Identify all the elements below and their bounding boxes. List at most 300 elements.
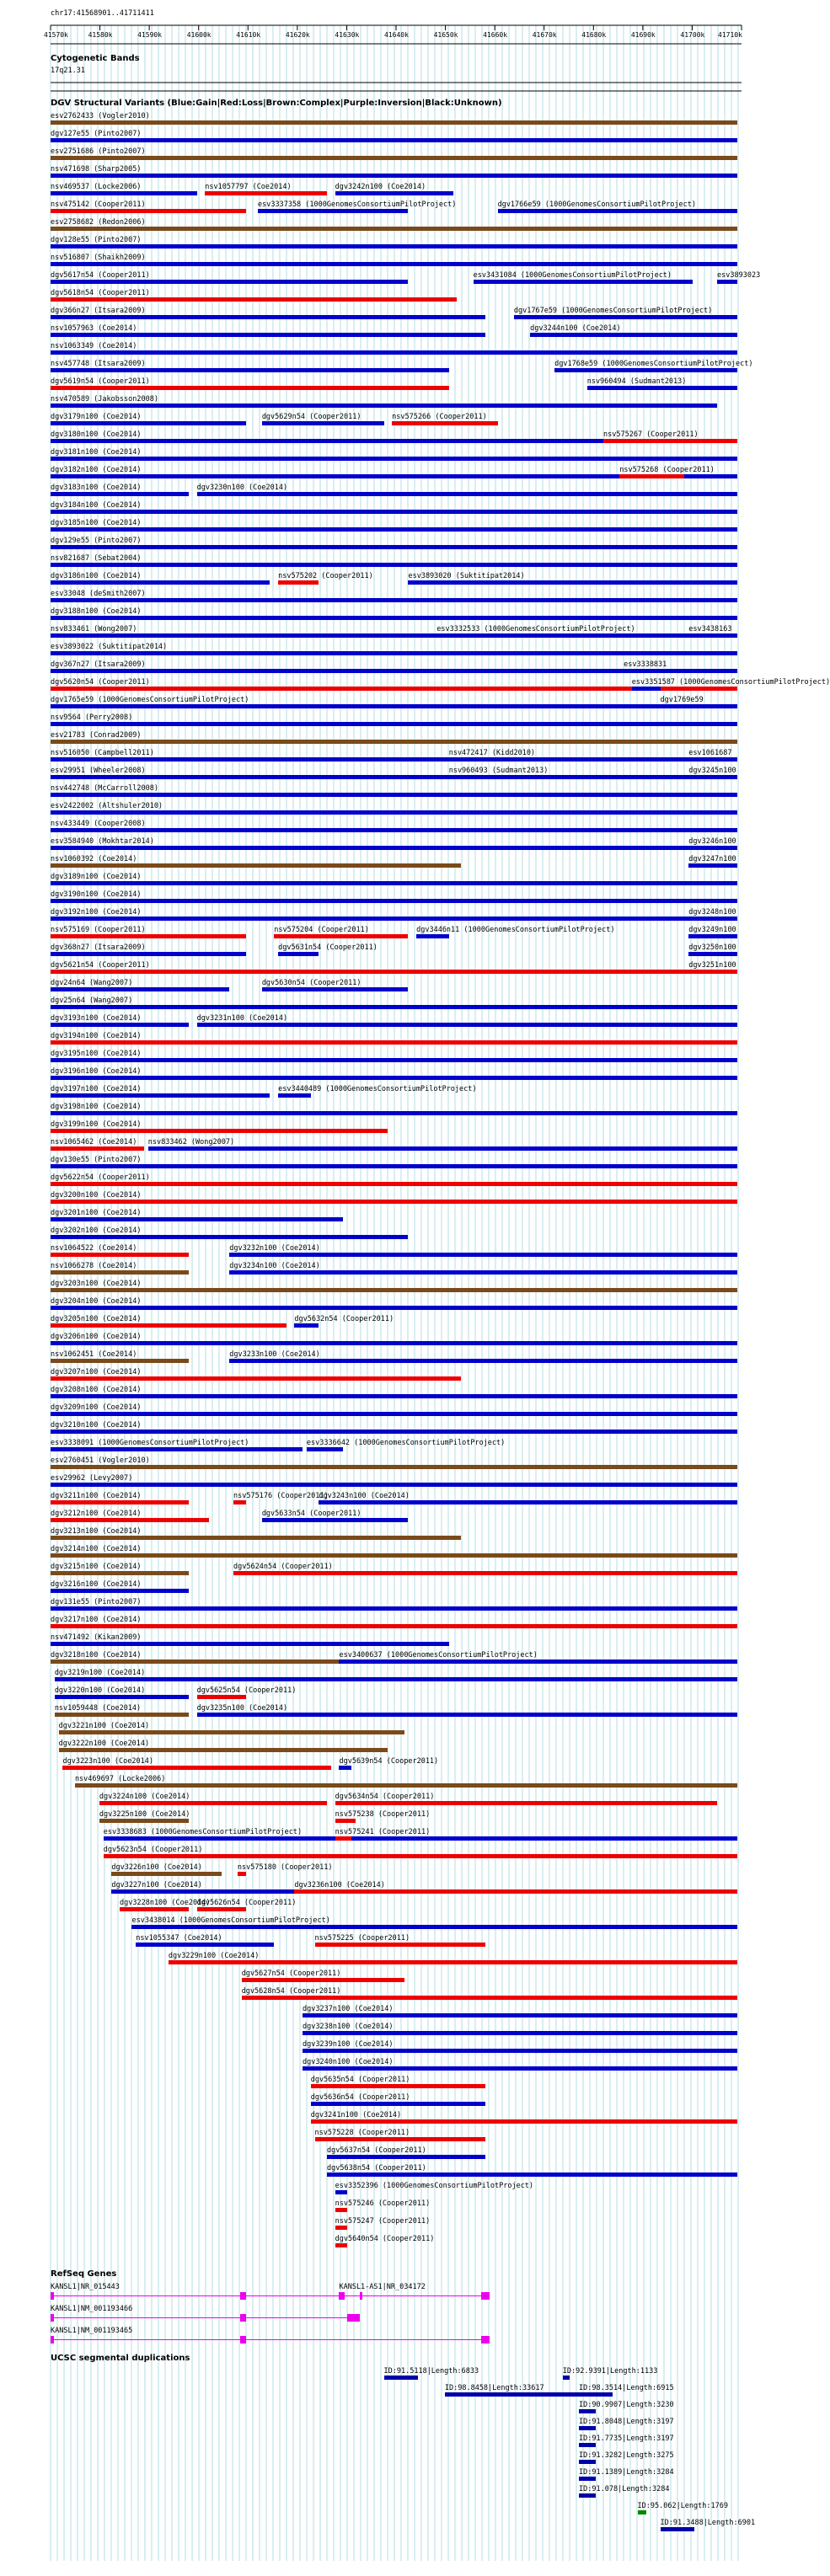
variant-bar[interactable]: [51, 1306, 737, 1310]
gene-exon[interactable]: [51, 2314, 54, 2322]
variant-bar[interactable]: [51, 1146, 144, 1151]
variant-label: dgv1767e59 (1000GenomesConsortiumPilotProject): [513, 307, 713, 315]
variant-bar[interactable]: [51, 1376, 461, 1381]
gene-exon[interactable]: [481, 2292, 490, 2300]
variant-bar[interactable]: [99, 1801, 327, 1805]
variant-bar[interactable]: [197, 1907, 246, 1911]
variant-bar[interactable]: [335, 1836, 351, 1841]
variant-label: dgv5634n54 (Cooper2011): [335, 1793, 435, 1801]
segdup-label: ID:91.3282|Length:3275: [579, 2451, 674, 2460]
variant-label: nsv471698 (Sharp2005): [51, 165, 142, 174]
segdup-label: ID:91.5118|Length:6833: [383, 2367, 479, 2376]
variant-label: nsv833461 (Wong2007): [51, 625, 137, 633]
variant-bar[interactable]: [51, 1571, 189, 1575]
ruler-tick-label: 41620k: [285, 31, 310, 39]
segdup-label: ID:90.9907|Length:3230: [579, 2401, 674, 2409]
variant-bar[interactable]: [315, 1943, 486, 1947]
ruler-tick-label: 41630k: [335, 31, 360, 39]
variant-bar[interactable]: [205, 191, 327, 195]
variant-label: dgv5619n54 (Cooper2011): [51, 377, 150, 386]
variant-label: dgv127e55 (Pinto2007): [51, 130, 142, 138]
variant-label: nsv1062451 (Coe2014): [51, 1350, 137, 1359]
variant-label: dgv3230n100 (Coe2014): [196, 484, 288, 492]
variant-bar[interactable]: [229, 1253, 737, 1257]
variant-label: esv3352396 (1000GenomesConsortiumPilotProject): [335, 2182, 534, 2190]
segdup-label: ID:98.8458|Length:33617: [444, 2384, 544, 2392]
variant-bar[interactable]: [688, 846, 737, 850]
variant-bar[interactable]: [661, 704, 738, 708]
variant-bar[interactable]: [55, 1677, 737, 1681]
variant-bar[interactable]: [603, 439, 737, 443]
variant-bar[interactable]: [258, 209, 408, 213]
variant-bar[interactable]: [51, 1518, 209, 1522]
variant-label: esv3351587 (1000GenomesConsortiumPilotProject): [631, 678, 830, 687]
variant-label: esv3338831: [624, 660, 667, 669]
segdup-bar[interactable]: [579, 2392, 613, 2397]
variant-bar[interactable]: [51, 156, 737, 160]
variant-label: nsv575267 (Cooper2011): [603, 430, 699, 439]
variant-bar[interactable]: [59, 1748, 388, 1752]
variant-bar[interactable]: [688, 757, 737, 762]
variant-label: nsv575180 (Cooper2011): [237, 1863, 333, 1872]
variant-bar[interactable]: [131, 1925, 737, 1929]
variant-bar[interactable]: [233, 1571, 737, 1575]
variant-bar[interactable]: [51, 863, 461, 868]
ruler-tick-label: 41690k: [630, 31, 656, 39]
variant-bar[interactable]: [51, 881, 737, 885]
variant-bar[interactable]: [169, 1960, 737, 1964]
segdup-bar[interactable]: [661, 2527, 694, 2531]
variant-bar[interactable]: [51, 1589, 189, 1593]
variant-bar[interactable]: [51, 457, 737, 461]
variant-label: dgv3221n100 (Coe2014): [58, 1722, 150, 1730]
variant-label: dgv3184n100 (Coe2014): [51, 501, 142, 510]
variant-label: dgv3218n100 (Coe2014): [51, 1651, 142, 1659]
variant-label: dgv3224n100 (Coe2014): [99, 1793, 190, 1801]
variant-bar[interactable]: [51, 1447, 303, 1451]
variant-bar[interactable]: [51, 1164, 737, 1168]
variant-label: nsv575176 (Cooper2011): [233, 1492, 329, 1500]
variant-bar[interactable]: [51, 598, 737, 602]
variant-bar[interactable]: [303, 2031, 737, 2035]
variant-bar[interactable]: [51, 262, 737, 266]
variant-bar[interactable]: [51, 244, 737, 249]
variant-bar[interactable]: [278, 580, 319, 585]
segdup-bar[interactable]: [579, 2477, 596, 2481]
variant-bar[interactable]: [51, 1465, 737, 1469]
variant-label: esv3332533 (1000GenomesConsortiumPilotProject): [436, 625, 635, 633]
variant-bar[interactable]: [242, 1978, 404, 1982]
variant-bar[interactable]: [262, 987, 409, 991]
variant-bar[interactable]: [311, 2119, 737, 2124]
variant-label: nsv1065462 (Coe2014): [51, 1138, 137, 1146]
gene-exon[interactable]: [240, 2336, 246, 2344]
variant-bar[interactable]: [51, 651, 737, 655]
variant-bar[interactable]: [335, 191, 453, 195]
variant-bar[interactable]: [148, 1146, 737, 1151]
variant-label: dgv3251n100: [688, 961, 736, 970]
variant-bar[interactable]: [51, 1040, 737, 1045]
variant-label: dgv130e55 (Pinto2007): [51, 1156, 142, 1164]
variant-label: dgv368n27 (Itsara2009): [51, 943, 146, 952]
variant-bar[interactable]: [688, 952, 737, 956]
ruler-tick-label: 41600k: [186, 31, 212, 39]
variant-bar[interactable]: [59, 1730, 404, 1734]
gene-exon[interactable]: [51, 2292, 54, 2300]
variant-bar[interactable]: [55, 1713, 189, 1717]
variant-bar[interactable]: [339, 1659, 737, 1664]
variant-bar[interactable]: [51, 1500, 189, 1504]
variant-label: esv1061687: [688, 749, 732, 757]
variant-label: dgv5628n54 (Cooper2011): [241, 1987, 341, 1996]
variant-bar[interactable]: [335, 2243, 347, 2247]
variant-bar[interactable]: [262, 1518, 409, 1522]
variant-bar[interactable]: [514, 315, 737, 319]
variant-label: esv3584940 (Mokhtar2014): [51, 837, 154, 846]
variant-bar[interactable]: [51, 952, 246, 956]
variant-label: dgv3200n100 (Coe2014): [51, 1191, 142, 1200]
variant-label: esv29962 (Levy2007): [51, 1474, 133, 1483]
variant-bar[interactable]: [51, 970, 737, 974]
variant-bar[interactable]: [111, 1872, 221, 1876]
variant-bar[interactable]: [51, 545, 737, 549]
segdup-bar[interactable]: [384, 2376, 418, 2380]
variant-bar[interactable]: [688, 775, 737, 779]
variant-label: dgv3196n100 (Coe2014): [51, 1067, 142, 1076]
variant-label: nsv1060392 (Coe2014): [51, 855, 137, 863]
variant-bar[interactable]: [51, 633, 737, 638]
variant-bar[interactable]: [51, 1111, 737, 1115]
variant-bar[interactable]: [436, 633, 457, 638]
variant-bar[interactable]: [335, 1819, 356, 1823]
variant-label: dgv3195n100 (Coe2014): [51, 1050, 142, 1058]
variant-bar[interactable]: [498, 209, 738, 213]
variant-bar[interactable]: [327, 2172, 737, 2177]
variant-bar[interactable]: [51, 1341, 737, 1345]
variant-label: dgv5636n54 (Cooper2011): [310, 2093, 410, 2102]
variant-bar[interactable]: [62, 1766, 330, 1770]
variant-bar[interactable]: [75, 1783, 737, 1788]
variant-bar[interactable]: [632, 687, 661, 691]
variant-bar[interactable]: [51, 1394, 737, 1398]
variant-bar[interactable]: [51, 404, 717, 408]
ruler-tick-label: 41710k: [718, 31, 742, 39]
variant-bar[interactable]: [51, 1553, 737, 1558]
variant-bar[interactable]: [688, 633, 737, 638]
variant-label: nsv470589 (Jakobsson2008): [51, 395, 158, 404]
variant-label: dgv3209n100 (Coe2014): [51, 1403, 142, 1412]
variant-label: esv3438014 (1000GenomesConsortiumPilotProject): [131, 1916, 330, 1925]
segdup-bar[interactable]: [579, 2460, 596, 2464]
variant-bar[interactable]: [294, 1323, 319, 1328]
variant-label: dgv5627n54 (Cooper2011): [241, 1969, 341, 1978]
gene-exon[interactable]: [240, 2292, 246, 2300]
variant-bar[interactable]: [335, 1801, 717, 1805]
variant-bar[interactable]: [51, 828, 737, 832]
variant-label: dgv3206n100 (Coe2014): [51, 1333, 142, 1341]
variant-bar[interactable]: [311, 2084, 485, 2088]
variant-bar[interactable]: [51, 934, 246, 938]
variant-label: dgv5623n54 (Cooper2011): [103, 1846, 203, 1854]
variant-bar[interactable]: [51, 1129, 388, 1133]
variant-label: nsv475142 (Cooper2011): [51, 200, 146, 209]
variant-bar[interactable]: [51, 209, 246, 213]
variant-bar[interactable]: [51, 793, 737, 797]
variant-bar[interactable]: [315, 2137, 486, 2141]
variant-bar[interactable]: [449, 775, 677, 779]
variant-bar[interactable]: [197, 1023, 738, 1027]
variant-bar[interactable]: [51, 315, 485, 319]
variant-bar[interactable]: [51, 1182, 737, 1186]
variant-bar[interactable]: [238, 1872, 246, 1876]
variant-bar[interactable]: [51, 368, 449, 372]
variant-label: dgv3197n100 (Coe2014): [51, 1085, 142, 1093]
variant-bar[interactable]: [51, 297, 457, 302]
gene-exon[interactable]: [347, 2314, 359, 2322]
gene-intron-line[interactable]: [51, 2339, 490, 2340]
variant-label: dgv366n27 (Itsara2009): [51, 307, 146, 315]
variant-label: dgv3228n100 (Coe2014): [120, 1899, 211, 1907]
variant-bar[interactable]: [233, 1500, 245, 1504]
variant-label: dgv3213n100 (Coe2014): [51, 1527, 142, 1536]
variant-bar[interactable]: [51, 1412, 737, 1416]
gene-intron-line[interactable]: [339, 2295, 367, 2296]
variant-label: esv3338091 (1000GenomesConsortiumPilotProject): [51, 1439, 249, 1447]
ruler-tick-label: 41680k: [581, 31, 607, 39]
variant-bar[interactable]: [242, 1996, 737, 2000]
segdup-bar[interactable]: [579, 2426, 596, 2430]
variant-bar[interactable]: [311, 2102, 485, 2106]
variant-bar[interactable]: [51, 1323, 286, 1328]
variant-label: nsv575246 (Cooper2011): [335, 2199, 431, 2208]
variant-label: dgv3182n100 (Coe2014): [51, 466, 142, 474]
variant-bar[interactable]: [51, 527, 737, 532]
variant-bar[interactable]: [51, 899, 737, 903]
variant-label: nsv1063349 (Coe2014): [51, 342, 137, 350]
variant-bar[interactable]: [530, 333, 737, 337]
variant-label: dgv3204n100 (Coe2014): [51, 1297, 142, 1306]
variant-bar[interactable]: [51, 740, 737, 744]
segdup-label: ID:91.7735|Length:3197: [579, 2434, 674, 2443]
variant-label: esv3336642 (1000GenomesConsortiumPilotProject): [306, 1439, 506, 1447]
variant-bar[interactable]: [51, 704, 737, 708]
variant-bar[interactable]: [51, 1659, 351, 1664]
variant-bar[interactable]: [51, 1430, 737, 1434]
variant-bar[interactable]: [51, 810, 737, 815]
variant-label: esv3438163: [688, 625, 732, 633]
variant-label: dgv3234n100 (Coe2014): [229, 1262, 320, 1270]
variant-label: dgv24n64 (Wang2007): [51, 979, 133, 987]
variant-bar[interactable]: [688, 863, 737, 868]
variant-bar[interactable]: [51, 280, 408, 284]
variant-bar[interactable]: [274, 934, 408, 938]
variant-bar[interactable]: [51, 1253, 189, 1257]
variant-bar[interactable]: [51, 174, 737, 178]
variant-bar[interactable]: [335, 2190, 347, 2194]
variant-bar[interactable]: [229, 1270, 737, 1275]
variant-bar[interactable]: [99, 1819, 189, 1823]
variant-label: dgv131e55 (Pinto2007): [51, 1598, 142, 1606]
variant-bar[interactable]: [319, 1500, 737, 1504]
variant-bar[interactable]: [197, 1713, 738, 1717]
variant-bar[interactable]: [51, 722, 737, 726]
variant-bar[interactable]: [197, 492, 738, 496]
variant-bar[interactable]: [51, 616, 737, 620]
variant-label: dgv25n64 (Wang2007): [51, 997, 133, 1005]
variant-bar[interactable]: [51, 1235, 408, 1239]
variant-label: nsv469537 (Locke2006): [51, 183, 142, 191]
variant-label: dgv3446n11 (1000GenomesConsortiumPilotProject): [416, 926, 615, 934]
variant-label: dgv3212n100 (Coe2014): [51, 1510, 142, 1518]
gene-exon[interactable]: [240, 2314, 246, 2322]
variant-bar[interactable]: [51, 191, 197, 195]
variant-bar[interactable]: [416, 934, 449, 938]
variant-bar[interactable]: [688, 917, 737, 921]
variant-label: nsv575225 (Cooper2011): [314, 1934, 410, 1943]
variant-bar[interactable]: [51, 421, 246, 425]
variant-bar[interactable]: [136, 1943, 274, 1947]
segdup-bar[interactable]: [579, 2443, 596, 2447]
variant-label: esv2758682 (Redon2006): [51, 218, 146, 227]
variant-bar[interactable]: [408, 580, 737, 585]
variant-bar[interactable]: [55, 1695, 189, 1699]
variant-label: esv29951 (Wheeler2008): [51, 767, 146, 775]
variant-label: nsv516050 (Campbell2011): [51, 749, 154, 757]
variant-bar[interactable]: [197, 1695, 246, 1699]
variant-bar[interactable]: [51, 1076, 737, 1080]
variant-bar[interactable]: [51, 1483, 737, 1487]
variant-bar[interactable]: [327, 2155, 485, 2159]
variant-bar[interactable]: [51, 1359, 189, 1363]
variant-label: dgv3227n100 (Coe2014): [111, 1881, 202, 1889]
variant-bar[interactable]: [104, 1836, 737, 1841]
variant-bar[interactable]: [51, 1288, 737, 1292]
variant-bar[interactable]: [51, 138, 737, 142]
variant-bar[interactable]: [51, 987, 229, 991]
variant-label: nsv433449 (Cooper2008): [51, 820, 146, 828]
gene-intron-line[interactable]: [51, 2317, 360, 2318]
variant-bar[interactable]: [619, 474, 684, 478]
variant-bar[interactable]: [335, 2226, 347, 2230]
variant-bar[interactable]: [262, 421, 384, 425]
variant-label: dgv5622n54 (Cooper2011): [51, 1173, 150, 1182]
variant-bar[interactable]: [278, 952, 319, 956]
variant-bar[interactable]: [303, 2013, 737, 2018]
variant-bar[interactable]: [51, 1624, 737, 1628]
variant-bar[interactable]: [51, 1642, 449, 1646]
variant-bar[interactable]: [339, 1766, 351, 1770]
variant-label: dgv3248n100: [688, 908, 736, 917]
ruler-tick-label: 41590k: [137, 31, 163, 39]
variant-bar[interactable]: [392, 421, 497, 425]
variant-label: dgv3211n100 (Coe2014): [51, 1492, 142, 1500]
variant-label: dgv3183n100 (Coe2014): [51, 484, 142, 492]
variant-label: nsv833462 (Wong2007): [147, 1138, 235, 1146]
variant-label: dgv5625n54 (Cooper2011): [196, 1686, 297, 1695]
variant-bar[interactable]: [307, 1447, 343, 1451]
variant-label: dgv3225n100 (Coe2014): [99, 1810, 190, 1819]
variant-bar[interactable]: [688, 970, 737, 974]
variant-label: dgv3229n100 (Coe2014): [168, 1952, 260, 1960]
variant-bar[interactable]: [120, 1907, 189, 1911]
variant-label: esv3400637 (1000GenomesConsortiumPilotProject): [339, 1651, 538, 1659]
variant-bar[interactable]: [554, 368, 737, 372]
variant-bar[interactable]: [51, 1005, 737, 1009]
variant-label: nsv821687 (Sebat2004): [51, 554, 142, 563]
gene-exon[interactable]: [51, 2336, 54, 2344]
variant-label: dgv5640n54 (Cooper2011): [335, 2235, 435, 2243]
variant-bar[interactable]: [51, 846, 737, 850]
segdup-bar[interactable]: [638, 2510, 646, 2515]
variant-bar[interactable]: [474, 280, 693, 284]
gene-exon[interactable]: [339, 2292, 342, 2300]
variant-bar[interactable]: [717, 280, 737, 284]
ruler-tick-label: 41650k: [433, 31, 458, 39]
variant-bar[interactable]: [51, 580, 270, 585]
variant-label: esv3338683 (1000GenomesConsortiumPilotProject): [103, 1828, 303, 1836]
variant-bar[interactable]: [294, 1889, 737, 1894]
gene-exon[interactable]: [360, 2292, 363, 2300]
variant-bar[interactable]: [51, 1606, 737, 1611]
variant-label: dgv3193n100 (Coe2014): [51, 1014, 142, 1023]
variant-label: dgv1765e59 (1000GenomesConsortiumPilotProject): [51, 696, 249, 704]
variant-bar[interactable]: [51, 1536, 461, 1540]
variant-bar[interactable]: [51, 386, 449, 390]
variant-bar[interactable]: [51, 1093, 270, 1098]
variant-bar[interactable]: [51, 1270, 189, 1275]
segdup-bar[interactable]: [579, 2409, 596, 2413]
variant-bar[interactable]: [229, 1359, 737, 1363]
variant-label: dgv5630n54 (Cooper2011): [261, 979, 361, 987]
ruler-tick-label: 41640k: [384, 31, 409, 39]
segdup-bar[interactable]: [563, 2376, 570, 2380]
variant-bar[interactable]: [335, 2208, 347, 2212]
variant-bar[interactable]: [303, 2049, 737, 2053]
segdup-bar[interactable]: [445, 2392, 580, 2397]
variant-bar[interactable]: [278, 1093, 311, 1098]
variant-bar[interactable]: [51, 333, 485, 337]
variant-bar[interactable]: [587, 386, 737, 390]
variant-bar[interactable]: [624, 669, 660, 673]
variant-bar[interactable]: [51, 120, 737, 125]
variant-label: nsv1059448 (Coe2014): [54, 1704, 142, 1713]
variant-bar[interactable]: [51, 510, 737, 514]
variant-bar[interactable]: [51, 227, 737, 231]
variant-label: dgv3203n100 (Coe2014): [51, 1280, 142, 1288]
gene-intron-line[interactable]: [51, 2295, 490, 2296]
variant-bar[interactable]: [51, 917, 737, 921]
variant-bar[interactable]: [51, 492, 189, 496]
variant-label: nsv1055347 (Coe2014): [136, 1934, 222, 1943]
segdup-bar[interactable]: [579, 2493, 596, 2498]
variant-label: dgv3231n100 (Coe2014): [196, 1014, 288, 1023]
variant-label: dgv3235n100 (Coe2014): [196, 1704, 288, 1713]
variant-bar[interactable]: [51, 1058, 737, 1062]
variant-bar[interactable]: [51, 1217, 343, 1221]
ruler-tick-label: 41570k: [44, 31, 68, 39]
gene-exon[interactable]: [481, 2336, 490, 2344]
variant-label: dgv3249n100: [688, 926, 736, 934]
variant-bar[interactable]: [51, 1200, 737, 1204]
variant-bar[interactable]: [303, 2066, 737, 2071]
variant-bar[interactable]: [51, 350, 737, 355]
variant-bar[interactable]: [51, 1023, 189, 1027]
variant-bar[interactable]: [688, 934, 737, 938]
variant-label: dgv3233n100 (Coe2014): [229, 1350, 320, 1359]
variant-bar[interactable]: [104, 1854, 737, 1858]
variant-bar[interactable]: [51, 563, 737, 567]
variant-label: dgv5631n54 (Cooper2011): [278, 943, 378, 952]
